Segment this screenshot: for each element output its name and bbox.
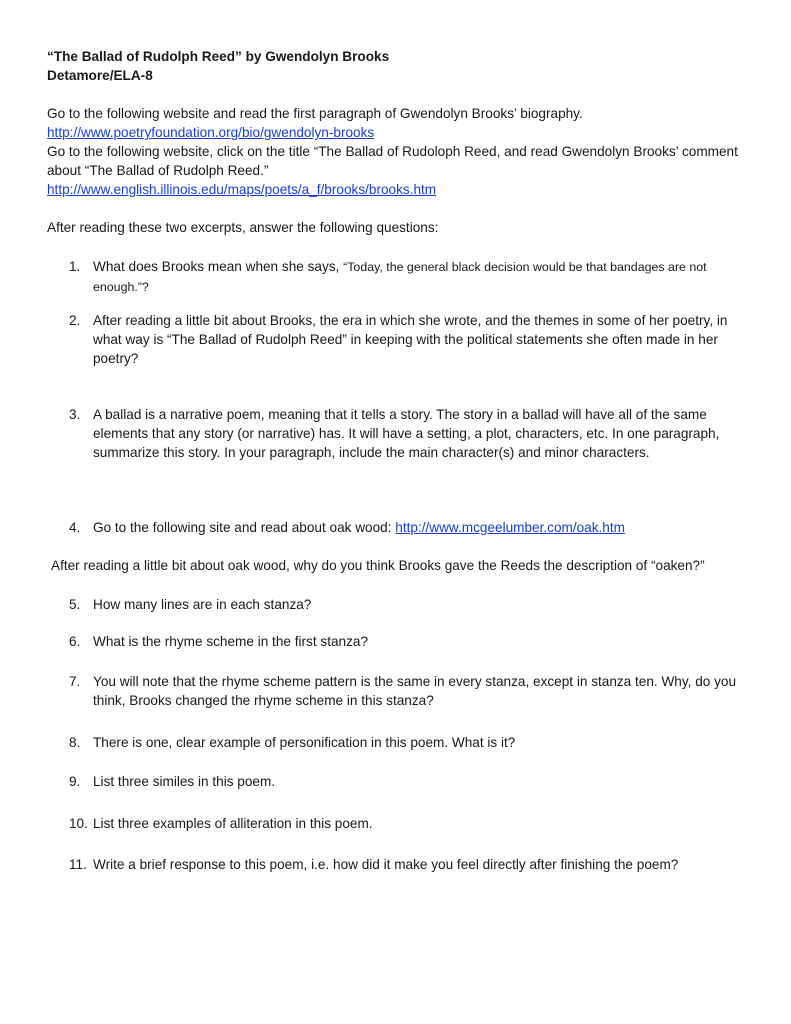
question-text: Write a brief response to this poem, i.e. how did it make you feel directly after finishing the poem? (93, 857, 679, 872)
question-2 (69, 311, 749, 368)
oak-wood-question: After reading a little bit about oak wood, why do you think Brooks gave the Reeds the description of “oaken?” (51, 558, 705, 573)
question-number: 4. (69, 520, 81, 535)
question-number: 7. (69, 674, 81, 689)
poetry-foundation-link[interactable]: http://www.poetryfoundation.org/bio/gwendolyn-brooks (47, 125, 375, 140)
question-1 (69, 257, 749, 297)
question-7 (69, 672, 749, 710)
question-text: List three examples of alliteration in this poem. (93, 816, 373, 831)
question-number: 2. (69, 313, 81, 328)
question-number: 5. (69, 597, 81, 612)
question-text: What does Brooks mean when she says, (93, 259, 344, 274)
question-9 (69, 772, 749, 791)
questions-lead: After reading these two excerpts, answer the following questions: (47, 220, 439, 235)
question-10 (69, 814, 749, 833)
document-header (47, 47, 389, 85)
intro-line-2: Go to the following website, click on the title “The Ballad of Rudoloph Reed, and read Gwendolyn Brooks’ comment about “The Ballad of Rudolph Reed.” (47, 144, 738, 178)
question-text: List three similes in this poem. (93, 774, 276, 789)
question-text: Go to the following site and read about oak wood: (93, 520, 396, 535)
question-5 (69, 595, 749, 614)
intro-line-1: Go to the following website and read the first paragraph of Gwendolyn Brooks’ biography. (47, 106, 583, 121)
question-number: 1. (69, 259, 81, 274)
illinois-brooks-link[interactable]: http://www.english.illinois.edu/maps/poets/a_f/brooks/brooks.htm (47, 182, 437, 197)
question-text: There is one, clear example of personification in this poem. What is it? (93, 735, 516, 750)
mcgee-lumber-link[interactable]: http://www.mcgeelumber.com/oak.htm (395, 520, 625, 535)
question-4 (69, 518, 749, 537)
question-text: You will note that the rhyme scheme pattern is the same in every stanza, except in stanza ten. Why, do you think, Brooks changed the rhyme scheme in this stanza? (93, 674, 737, 708)
intro-instructions (47, 104, 747, 199)
question-8 (69, 733, 749, 752)
question-number: 8. (69, 735, 81, 750)
question-6 (69, 632, 749, 651)
question-number: 10. (69, 816, 88, 831)
document-title: “The Ballad of Rudolph Reed” by Gwendolyn Brooks (47, 49, 390, 64)
question-text: A ballad is a narrative poem, meaning that it tells a story. The story in a ballad will have all of the same elements that any story (or narrative) has. It will have a setting, a plot, characters, etc. In one paragraph, summarize this story. In your paragraph, include the main character(s) and minor characters. (93, 407, 720, 460)
question-number: 3. (69, 407, 81, 422)
question-text: After reading a little bit about Brooks, the era in which she wrote, and the themes in some of her poetry, in what way is “The Ballad of Rudolph Reed” in keeping with the political statements she often made in her poetry? (93, 313, 728, 366)
question-number: 6. (69, 634, 81, 649)
question-number: 9. (69, 774, 81, 789)
question-text: How many lines are in each stanza? (93, 597, 312, 612)
question-number: 11. (69, 857, 87, 872)
question-text: What is the rhyme scheme in the first stanza? (93, 634, 369, 649)
question-3 (69, 405, 749, 462)
document-subtitle: Detamore/ELA-8 (47, 68, 153, 83)
question-11 (69, 855, 749, 874)
question-quote: “Today, the general black decision would be that bandages are not enough.”? (93, 260, 707, 294)
